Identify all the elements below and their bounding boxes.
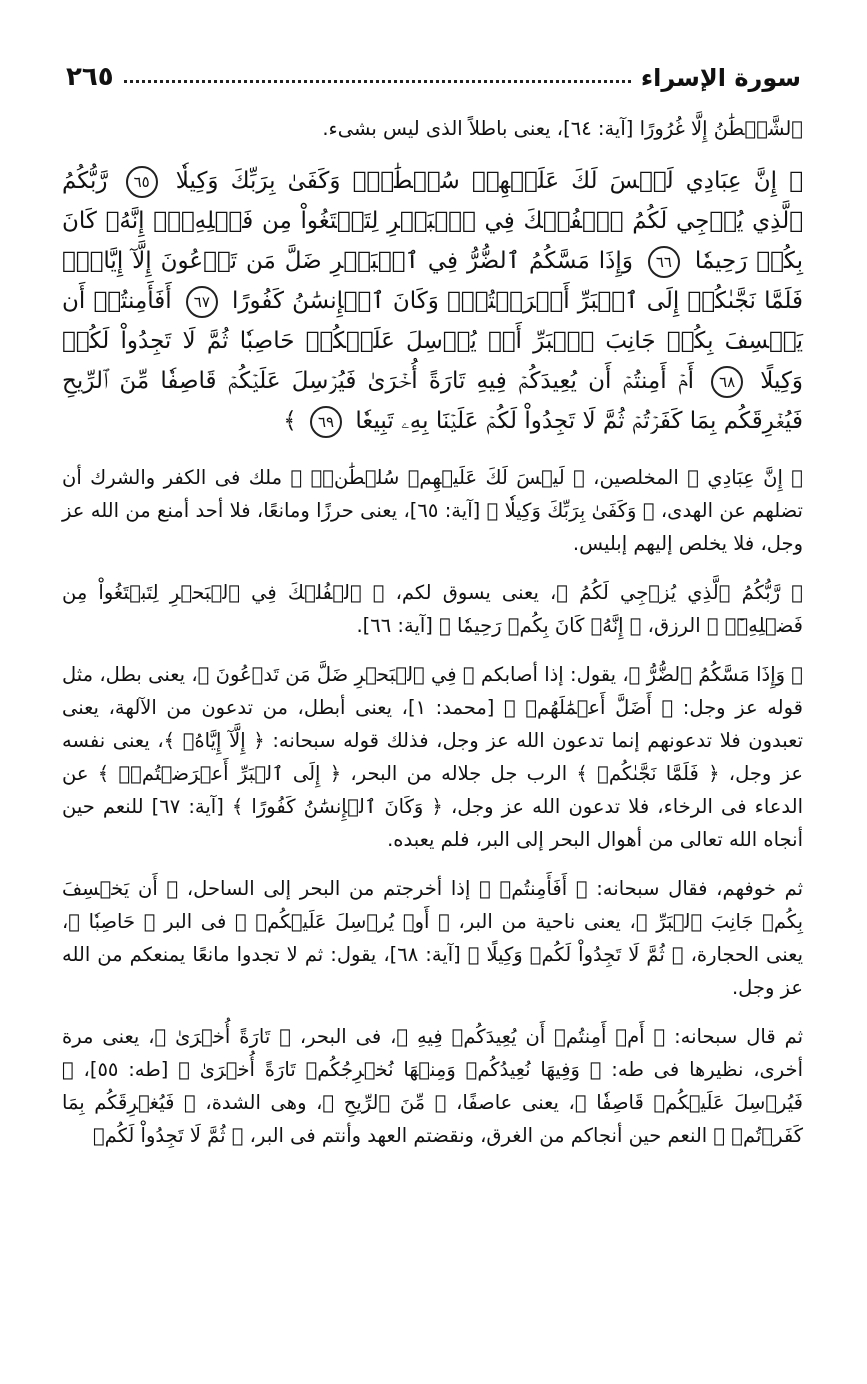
verse-67-text: وَإِذَا مَسَّكُمُ ٱلضُّرُّ فِي ٱلۡبَحۡرِ ضَلَّ مَن تَدۡعُونَ إِلَّآ إِيَّاهُۖ فَلَمَّا نَجَّىٰكُمۡ إِلَى ٱلۡبَرِّ أَعۡرَضۡتُمۡۚ وَكَانَ ٱلۡإِنسَٰنُ كَفُورًا — [62, 248, 804, 314]
surah-title: سورة الإسراء — [640, 64, 801, 92]
verse-close-bracket: ﴾ — [283, 408, 297, 434]
verse-69-text: أَمۡ أَمِنتُمۡ أَن يُعِيدَكُمۡ فِيهِ تَارَةً أُخۡرَىٰ فَيُرۡسِلَ عَلَيۡكُمۡ قَاصِفٗا مِّنَ ٱلرِّيحِ فَيُغۡرِقَكُم بِمَا كَفَرۡتُمۡ ثُمَّ لَا تَجِدُواْ لَكُمۡ عَلَيۡنَا بِهِۦ تَبِيعٗا — [62, 368, 803, 434]
ayah-marker-65: ٦٥ — [126, 166, 158, 198]
ayah-marker-69: ٦٩ — [310, 406, 342, 438]
header-dotted-leader — [124, 80, 631, 83]
intro-line — [62, 112, 803, 145]
commentary-paragraph-2: ﴿ رَّبُّكُمُ ٱلَّذِي يُزۡجِي لَكُمُ ﴾، يعنى يسوق لكم، ﴿ ٱلۡفُلۡكَ فِي ٱلۡبَحۡرِ لِتَبۡتَغُواْ مِن فَضۡلِهِۦٓۚ ﴾ الرزق، ﴿ إِنَّهُۥ كَانَ بِكُمۡ رَحِيمٗا ﴾ [آية: ٦٦]. — [62, 581, 803, 637]
commentary-paragraph-4: ثم خوفهم، فقال سبحانه: ﴿ أَفَأَمِنتُمۡ ﴾ إذا أخرجتم من البحر إلى الساحل، ﴿ أَن يَخۡسِفَ بِكُمۡ جَانِبَ ٱلۡبَرِّ ﴾، يعنى ناحية من البر، ﴿ أَوۡ يُرۡسِلَ عَلَيۡكُمۡ ﴾ فى البر ﴿ حَاصِبٗا ﴾، يعنى الحجارة، ﴿ ثُمَّ لَا تَجِدُواْ لَكُمۡ وَكِيلًا ﴾ [آية: ٦٨]، يقول: ثم لا تجدوا مانعًا يمنعكم من الله عز وجل. — [62, 877, 803, 999]
intro-quote: ٱلشَّيۡطَٰنُ إِلَّا غُرُورًا — [639, 117, 803, 140]
page-body — [62, 112, 803, 1168]
ayah-marker-68: ٦٨ — [711, 366, 743, 398]
verse-65-text: ﴿ إِنَّ عِبَادِي لَيۡسَ لَكَ عَلَيۡهِمۡ سُلۡطَٰنٞۚ وَكَفَىٰ بِرَبِّكَ وَكِيلٗا — [175, 168, 803, 194]
ayah-marker-66: ٦٦ — [648, 246, 680, 278]
commentary-paragraph-5: ثم قال سبحانه: ﴿ أَمۡ أَمِنتُمۡ أَن يُعِيدَكُمۡ فِيهِ ﴾، فى البحر، ﴿ تَارَةً أُخۡرَىٰ ﴾، يعنى مرة أخرى، نظيرها فى طه: ﴿ وَفِيهَا نُعِيدُكُمۡ وَمِنۡهَا نُخۡرِجُكُمۡ تَارَةً أُخۡرَىٰ ﴾ [طه: ٥٥]، ﴿ فَيُرۡسِلَ عَلَيۡكُمۡ قَاصِفٗا ﴾، يعنى عاصفًا، ﴿ مِّنَ ٱلرِّيحِ ﴾، وهى الشدة، ﴿ فَيُغۡرِقَكُم بِمَا كَفَرۡتُمۡ ﴾ النعم حين أنجاكم من الغرق، ونقضتم العهد وأنتم فى البر، ﴿ ثُمَّ لَا تَجِدُواْ لَكُمۡ — [62, 1025, 803, 1147]
commentary-paragraph-3: ﴿ وَإِذَا مَسَّكُمُ ٱلضُّرُّ ﴾، يقول: إذا أصابكم ﴿ فِي ٱلۡبَحۡرِ ضَلَّ مَن تَدۡعُونَ ﴾، يعنى بطل، مثل قوله عز وجل: ﴿ أَضَلَّ أَعۡمَٰلَهُمۡ ﴾ [محمد: ١]، يعنى أبطل، من تدعون من الآلهة، يعنى تعبدون فلا تدعونهم إنما تدعون الله عز وجل، فذلك قوله سبحانه: ﴿ إِلَّآ إِيَّاهُۖ ﴾، يعنى نفسه عز وجل، ﴿ فَلَمَّا نَجَّىٰكُمۡ ﴾ الرب جل جلاله من البحر، ﴿ إِلَى ٱلۡبَرِّ أَعۡرَضۡتُمۡۚ ﴾ عن الدعاء فى الرخاء، فلا تدعون الله عز وجل، ﴿ وَكَانَ ٱلۡإِنسَٰنُ كَفُورًا ﴾ [آية: ٦٧] للنعم حين أنجاه الله تعالى من أهوال البحر إلى البر، فلم يعبده. — [62, 663, 803, 851]
commentary-paragraph-1: ﴿ إِنَّ عِبَادِي ﴾ المخلصين، ﴿ لَيۡسَ لَكَ عَلَيۡهِمۡ سُلۡطَٰنٞۚ ﴾ ملك فى الكفر والشرك أن تضلهم عن الهدى، ﴿ وَكَفَىٰ بِرَبِّكَ وَكِيلٗا ﴾ [آية: ٦٥]، يعنى حرزًا ومانعًا، فلا أحد أمنع من الله عز وجل، فلا يخلص إليهم إبليس. — [62, 466, 803, 555]
ayah-marker-67: ٦٧ — [186, 286, 218, 318]
verse-66-text: رَّبُّكُمُ ٱلَّذِي يُزۡجِي لَكُمُ ٱلۡفُلۡكَ فِي ٱلۡبَحۡرِ لِتَبۡتَغُواْ مِن فَضۡلِهِۦٓۚ إِنَّهُۥ كَانَ بِكُمۡ رَحِيمٗا — [62, 168, 804, 274]
intro-text: [آية: ٦٤]، يعنى باطلاً الذى ليس بشىء. — [322, 117, 634, 140]
page-header — [66, 52, 801, 92]
page-number: ٢٦٥ — [66, 62, 114, 92]
verse-68-text: أَفَأَمِنتُمۡ أَن يَخۡسِفَ بِكُمۡ جَانِبَ ٱلۡبَرِّ أَوۡ يُرۡسِلَ عَلَيۡكُمۡ حَاصِبٗا ثُمَّ لَا تَجِدُواْ لَكُمۡ وَكِيلًا — [62, 288, 804, 394]
quran-verse-block — [62, 161, 803, 441]
